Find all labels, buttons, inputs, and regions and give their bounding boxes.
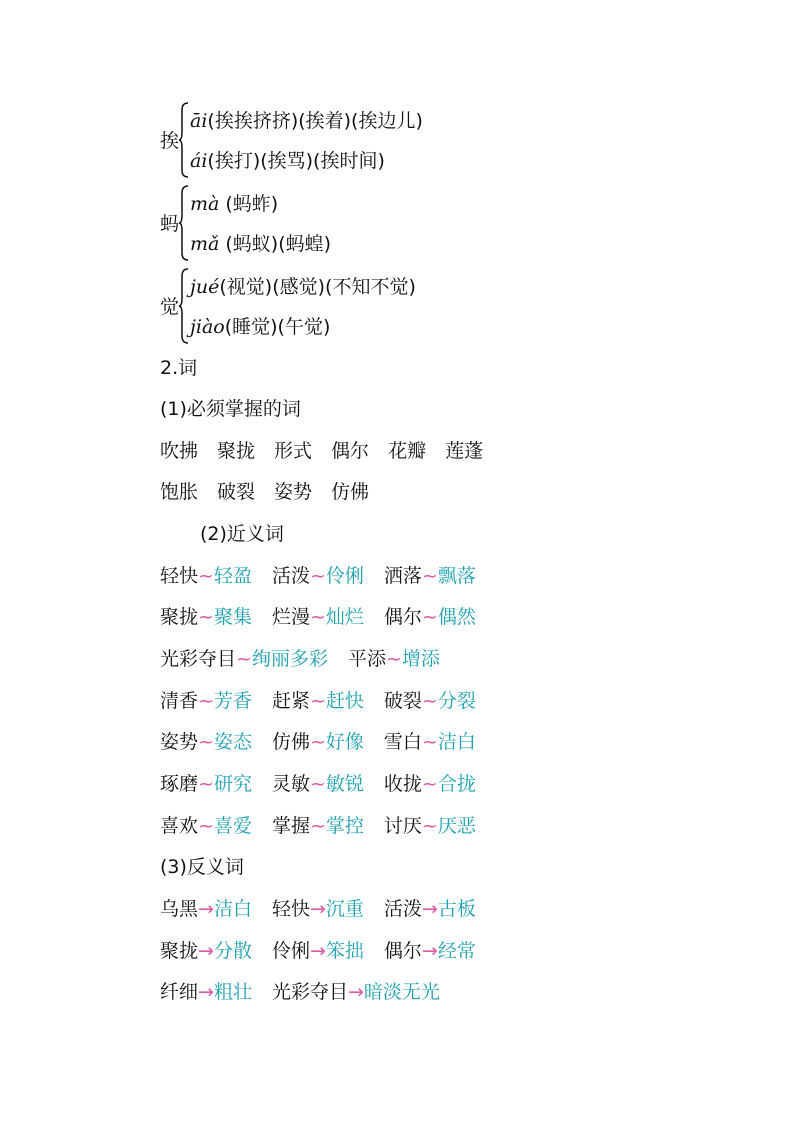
answer-word: 灿烂 (325, 606, 364, 628)
answer-word: 敏锐 (325, 773, 364, 795)
brace-icon (179, 268, 189, 344)
answer-word: 分散 (213, 940, 252, 962)
answer-word: 分裂 (437, 690, 476, 712)
word: 破裂 (383, 690, 422, 712)
synonym-pair (348, 647, 440, 671)
arrow-icon: → (309, 940, 326, 962)
arrow-icon: → (198, 981, 214, 1003)
word: 轻快 (160, 565, 199, 587)
synonym-pair (272, 605, 364, 629)
answer-word: 增添 (401, 648, 440, 670)
answer-word: 洁白 (213, 898, 252, 920)
synonym-pair (384, 814, 476, 838)
reading-line (190, 312, 330, 339)
synonym-pair (272, 564, 364, 588)
synonym-row (160, 814, 476, 838)
answer-word: 飘落 (437, 565, 476, 587)
brace-icon (179, 102, 189, 178)
word: 姿势 (160, 731, 199, 753)
tilde-separator: ~ (236, 648, 252, 670)
antonym-row (160, 939, 476, 963)
word: 形式 (274, 440, 313, 462)
word: 花瓣 (388, 440, 427, 462)
synonym-pair (384, 564, 476, 588)
word: 喜欢 (160, 815, 199, 837)
synonym-pair (160, 814, 252, 838)
word: 纤细 (160, 981, 199, 1003)
answer-word: 经常 (437, 940, 476, 962)
must-master-row-1 (160, 439, 483, 463)
arrow-icon: → (421, 898, 438, 920)
word: 光彩夺目 (160, 648, 237, 670)
word: 活泼 (383, 898, 422, 920)
word: 烂漫 (271, 606, 310, 628)
tilde-separator: ~ (421, 565, 438, 587)
answer-word: 姿态 (213, 731, 252, 753)
word: 灵敏 (271, 773, 310, 795)
answer-word: 芳香 (213, 690, 252, 712)
word: 平添 (347, 648, 386, 670)
tilde-separator: ~ (309, 606, 326, 628)
synonyms-title: (2)近义词 (200, 523, 284, 545)
reading-words: (挨挨挤挤)(挨着)(挨边儿) (207, 110, 423, 132)
answer-word: 粗壮 (213, 981, 252, 1003)
word: 乌黑 (160, 898, 199, 920)
answer-word: 赶快 (325, 690, 364, 712)
synonym-pair (160, 605, 252, 629)
word: 破裂 (217, 481, 256, 503)
must-master-row-2 (160, 480, 369, 504)
reading-line (190, 272, 416, 299)
answer-word: 沉重 (325, 898, 364, 920)
word: 活泼 (271, 565, 310, 587)
tilde-separator: ~ (198, 773, 214, 795)
reading-words: (蚂蚱) (219, 193, 279, 215)
word: 仿佛 (271, 731, 310, 753)
answer-word: 洁白 (437, 731, 476, 753)
answer-word: 好像 (325, 731, 364, 753)
word: 聚拢 (160, 606, 199, 628)
synonym-row (160, 730, 476, 754)
antonym-pair (272, 980, 440, 1004)
word: 掌握 (271, 815, 310, 837)
word: 讨厌 (383, 815, 422, 837)
reading-line (190, 189, 278, 216)
word: 琢磨 (160, 773, 199, 795)
synonym-pair (272, 689, 364, 713)
antonym-pair (384, 897, 476, 921)
answer-word: 聚集 (213, 606, 252, 628)
polyphone-char: 挨 (160, 130, 180, 152)
answer-word: 厌恶 (437, 815, 476, 837)
synonym-pair (160, 689, 252, 713)
polyphone-char: 蚂 (160, 213, 180, 235)
tilde-separator: ~ (421, 773, 438, 795)
tilde-separator: ~ (421, 606, 438, 628)
synonym-row (160, 564, 476, 588)
synonym-row (160, 647, 440, 671)
reading-words: (睡觉)(午觉) (224, 316, 331, 338)
answer-word: 暗淡无光 (363, 981, 440, 1003)
word: 伶俐 (271, 940, 310, 962)
word: 赶紧 (271, 690, 310, 712)
antonym-row (160, 897, 476, 921)
tilde-separator: ~ (385, 648, 402, 670)
section-title: 2.词 (160, 357, 198, 379)
tilde-separator: ~ (309, 565, 326, 587)
synonym-pair (384, 605, 476, 629)
pinyin: jiào (190, 316, 225, 338)
antonym-row (160, 980, 440, 1004)
answer-word: 研究 (213, 773, 252, 795)
pinyin: āi (190, 110, 208, 132)
must-master-title: (1)必须掌握的词 (160, 398, 301, 420)
word: 偶尔 (383, 606, 422, 628)
word: 偶尔 (331, 440, 370, 462)
word: 吹拂 (160, 440, 199, 462)
pinyin: mǎ (190, 233, 220, 255)
synonym-pair (384, 730, 476, 754)
tilde-separator: ~ (309, 773, 326, 795)
polyphone-char: 觉 (160, 296, 180, 318)
word: 莲蓬 (445, 440, 484, 462)
reading-line (190, 229, 331, 256)
arrow-icon: → (198, 898, 214, 920)
reading-line (190, 106, 423, 133)
word: 偶尔 (383, 940, 422, 962)
answer-word: 绚丽多彩 (251, 648, 328, 670)
arrow-icon: → (198, 940, 214, 962)
arrow-icon: → (309, 898, 326, 920)
arrow-icon: → (421, 940, 438, 962)
brace-icon (179, 185, 189, 261)
word: 清香 (160, 690, 199, 712)
synonym-pair (160, 730, 252, 754)
word: 雪白 (383, 731, 422, 753)
arrow-icon: → (347, 981, 364, 1003)
word: 光彩夺目 (271, 981, 348, 1003)
antonym-pair (272, 897, 364, 921)
tilde-separator: ~ (198, 606, 214, 628)
pinyin: jué (190, 276, 220, 298)
antonym-pair (160, 897, 252, 921)
tilde-separator: ~ (421, 815, 438, 837)
antonyms-title: (3)反义词 (160, 856, 244, 878)
tilde-separator: ~ (421, 731, 438, 753)
answer-word: 轻盈 (213, 565, 252, 587)
tilde-separator: ~ (309, 731, 326, 753)
synonym-pair (160, 772, 252, 796)
word: 洒落 (383, 565, 422, 587)
antonym-pair (160, 980, 252, 1004)
antonym-pair (160, 939, 252, 963)
synonym-pair (384, 772, 476, 796)
word: 聚拢 (160, 940, 199, 962)
tilde-separator: ~ (198, 565, 214, 587)
word: 聚拢 (217, 440, 256, 462)
answer-word: 偶然 (437, 606, 476, 628)
answer-word: 伶俐 (325, 565, 364, 587)
tilde-separator: ~ (421, 690, 438, 712)
answer-word: 古板 (437, 898, 476, 920)
synonym-pair (272, 730, 364, 754)
word: 仿佛 (331, 481, 370, 503)
tilde-separator: ~ (198, 815, 214, 837)
synonym-pair (160, 647, 328, 671)
synonym-row (160, 689, 476, 713)
word: 饱胀 (160, 481, 199, 503)
word: 姿势 (274, 481, 313, 503)
reading-words: (视觉)(感觉)(不知不觉) (219, 276, 416, 298)
pinyin: ái (190, 150, 208, 172)
antonym-pair (384, 939, 476, 963)
answer-word: 掌控 (325, 815, 364, 837)
answer-word: 喜爱 (213, 815, 252, 837)
synonym-pair (384, 689, 476, 713)
reading-words: (蚂蚁)(蚂蝗) (219, 233, 332, 255)
word: 收拢 (383, 773, 422, 795)
tilde-separator: ~ (198, 690, 214, 712)
pinyin: mà (190, 193, 220, 215)
synonym-pair (272, 814, 364, 838)
word: 轻快 (271, 898, 310, 920)
reading-words: (挨打)(挨骂)(挨时间) (207, 150, 385, 172)
antonym-pair (272, 939, 364, 963)
reading-line (190, 146, 385, 173)
tilde-separator: ~ (309, 815, 326, 837)
answer-word: 合拢 (437, 773, 476, 795)
synonym-pair (272, 772, 364, 796)
tilde-separator: ~ (198, 731, 214, 753)
tilde-separator: ~ (309, 690, 326, 712)
synonym-row (160, 772, 476, 796)
answer-word: 笨拙 (325, 940, 364, 962)
synonym-pair (160, 564, 252, 588)
synonym-row (160, 605, 476, 629)
